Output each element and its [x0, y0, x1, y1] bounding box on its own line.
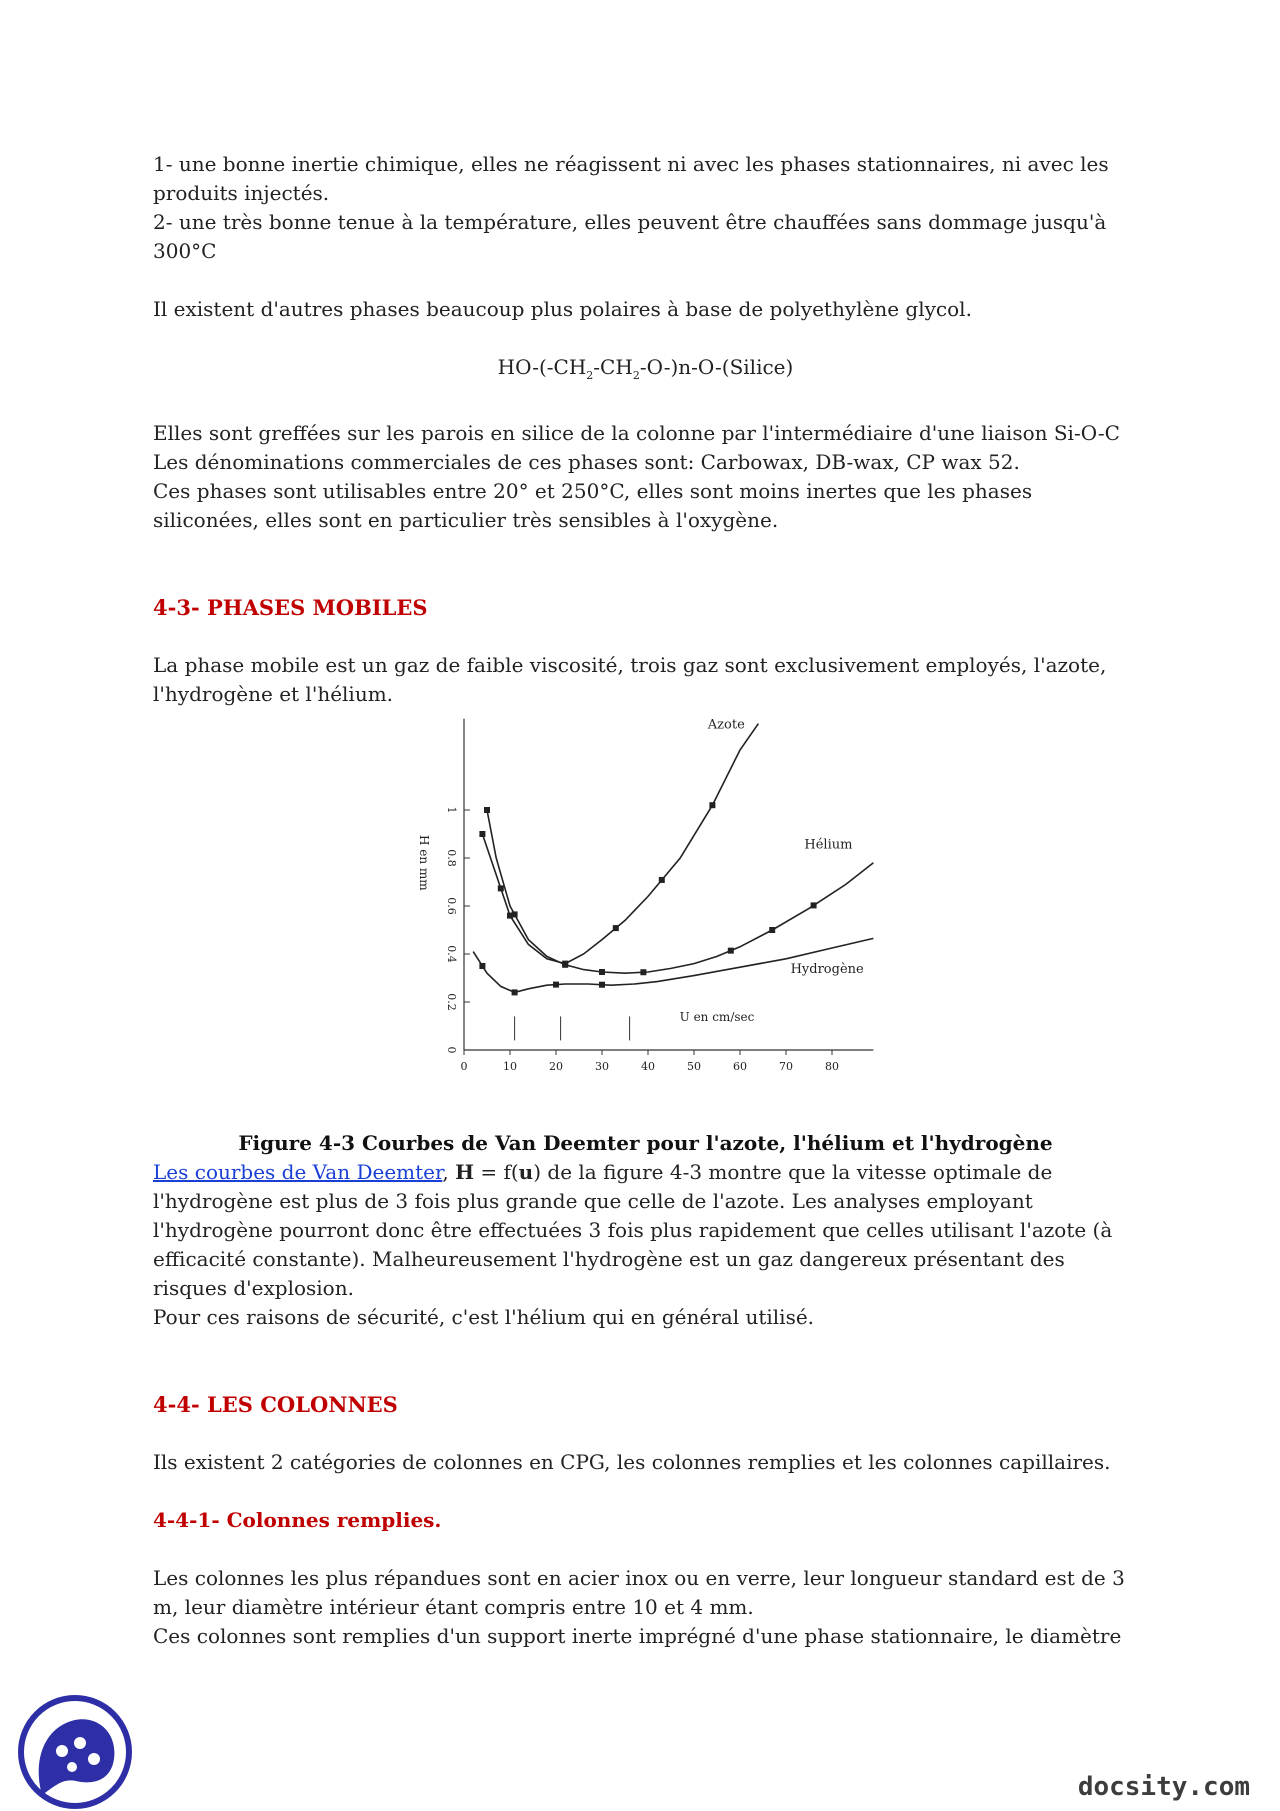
- data-point-azote: [479, 831, 485, 837]
- data-point-azote: [709, 802, 715, 808]
- y-tick-label: 0.8: [445, 849, 458, 867]
- x-tick-label: 20: [549, 1060, 563, 1073]
- van-deemter-chart: [153, 709, 1138, 1129]
- data-point-hélium: [599, 969, 605, 975]
- van-deemter-link[interactable]: Les courbes de Van Deemter: [153, 1160, 443, 1184]
- data-point-azote: [613, 925, 619, 931]
- x-tick-label: 60: [733, 1060, 747, 1073]
- x-tick-label: 70: [779, 1060, 793, 1073]
- paragraph-mobile-phase: La phase mobile est un gaz de faible viscosité, trois gaz sont exclusivement employés, l'azote, l'hydrogène et l'hélium.: [153, 653, 1107, 706]
- data-point-hélium: [640, 969, 646, 975]
- y-tick-label: 0.6: [445, 897, 458, 915]
- series-line-hélium: [487, 810, 873, 973]
- series-line-azote: [482, 724, 758, 964]
- paragraph-inertia: 1- une bonne inertie chimique, elles ne réagissent ni avec les phases stationnaires, ni avec les produits injectés.: [153, 152, 1109, 205]
- data-point-hélium: [512, 911, 518, 917]
- paragraph-safety: Pour ces raisons de sécurité, c'est l'hélium qui en général utilisé.: [153, 1305, 815, 1329]
- label-azote: Azote: [707, 717, 745, 733]
- paragraph-temperature: 2- une très bonne tenue à la température, elles peuvent être chauffées sans dommage jusqu'à 300°C: [153, 210, 1107, 263]
- y-tick-label: 0.2: [445, 993, 458, 1011]
- paragraph-denominations: Les dénominations commerciales de ces phases sont: Carbowax, DB-wax, CP wax 52.: [153, 450, 1020, 474]
- x-tick-label: 50: [687, 1060, 701, 1073]
- chemical-formula: $HO-(-CH_2-CH_2-O-)n-O-(Silice)$: [497, 355, 794, 382]
- heading-phases-mobiles: 4-3- PHASES MOBILES: [153, 595, 428, 620]
- data-point-hélium: [562, 962, 568, 968]
- data-point-azote: [659, 877, 665, 883]
- paragraph-polyethylene: Il existent d'autres phases beaucoup plus polaires à base de polyethylène glycol.: [153, 297, 972, 321]
- paragraph-categories: Ils existent 2 catégories de colonnes en CPG, les colonnes remplies et les colonnes capillaires.: [153, 1450, 1111, 1474]
- x-tick-label: 80: [825, 1060, 839, 1073]
- y-tick-label: 0.4: [445, 945, 458, 963]
- paragraph-van-deemter: Les courbes de Van Deemter, H = f(u) de la figure 4-3 montre que la vitesse optimale de l'hydrogène est plus de 3 fois plus grande que celle de l'azote. Les analyses employant l'hydrogène pourront donc être effectuées 3 fois plus rapidement que celles utilisant l'azote (à efficacité constante). Malheureusement l'hydrogène est un gaz dangereux présentant des risques d'explosion.: [153, 1160, 1113, 1300]
- x-tick-label: 10: [503, 1060, 517, 1073]
- x-tick-label: 30: [595, 1060, 609, 1073]
- data-point-hélium: [769, 927, 775, 933]
- x-axis-title: U en cm/sec: [679, 1010, 755, 1025]
- y-tick-label: 0: [445, 1046, 458, 1054]
- van-deemter-figure: [153, 709, 1138, 1129]
- label-hydrogene: Hydrogène: [790, 962, 864, 978]
- data-point-azote: [498, 885, 504, 891]
- y-tick-label: 1: [445, 806, 458, 814]
- paragraph-grafted: Elles sont greffées sur les parois en silice de la colonne par l'intermédiaire d'une liaison Si-O-C: [153, 421, 1120, 445]
- data-point-hydrogène: [553, 982, 559, 988]
- docsity-brand[interactable]: docsity.com: [1077, 1772, 1250, 1802]
- docsity-logo-icon[interactable]: [14, 1693, 136, 1811]
- paragraph-steel-columns: Les colonnes les plus répandues sont en acier inox ou en verre, leur longueur standard est de 3 m, leur diamètre intérieur étant compris entre 10 et 4 mm.: [153, 1566, 1125, 1619]
- figure-caption: Figure 4-3 Courbes de Van Deemter pour l'azote, l'hélium et l'hydrogène: [238, 1131, 1053, 1155]
- document-page: [153, 150, 1138, 1651]
- data-point-hydrogène: [599, 982, 605, 988]
- paragraph-usage: Ces phases sont utilisables entre 20° et 250°C, elles sont moins inertes que les phases siliconées, elles sont en particulier très sensibles à l'oxygène.: [153, 479, 1033, 532]
- y-axis-title: H en mm: [417, 834, 431, 891]
- data-point-hélium: [728, 948, 734, 954]
- paragraph-filled-columns: Ces colonnes sont remplies d'un support inerte imprégné d'une phase stationnaire, le diamètre: [153, 1624, 1122, 1648]
- data-point-hydrogène: [479, 963, 485, 969]
- data-point-hydrogène: [512, 989, 518, 995]
- heading-colonnes-remplies: 4-4-1- Colonnes remplies.: [153, 1508, 442, 1532]
- label-helium: Hélium: [804, 837, 853, 853]
- data-point-hélium: [484, 807, 490, 813]
- data-point-hélium: [811, 902, 817, 908]
- x-tick-label: 40: [641, 1060, 655, 1073]
- x-tick-label: 0: [460, 1060, 468, 1073]
- heading-colonnes: 4-4- LES COLONNES: [153, 1392, 398, 1417]
